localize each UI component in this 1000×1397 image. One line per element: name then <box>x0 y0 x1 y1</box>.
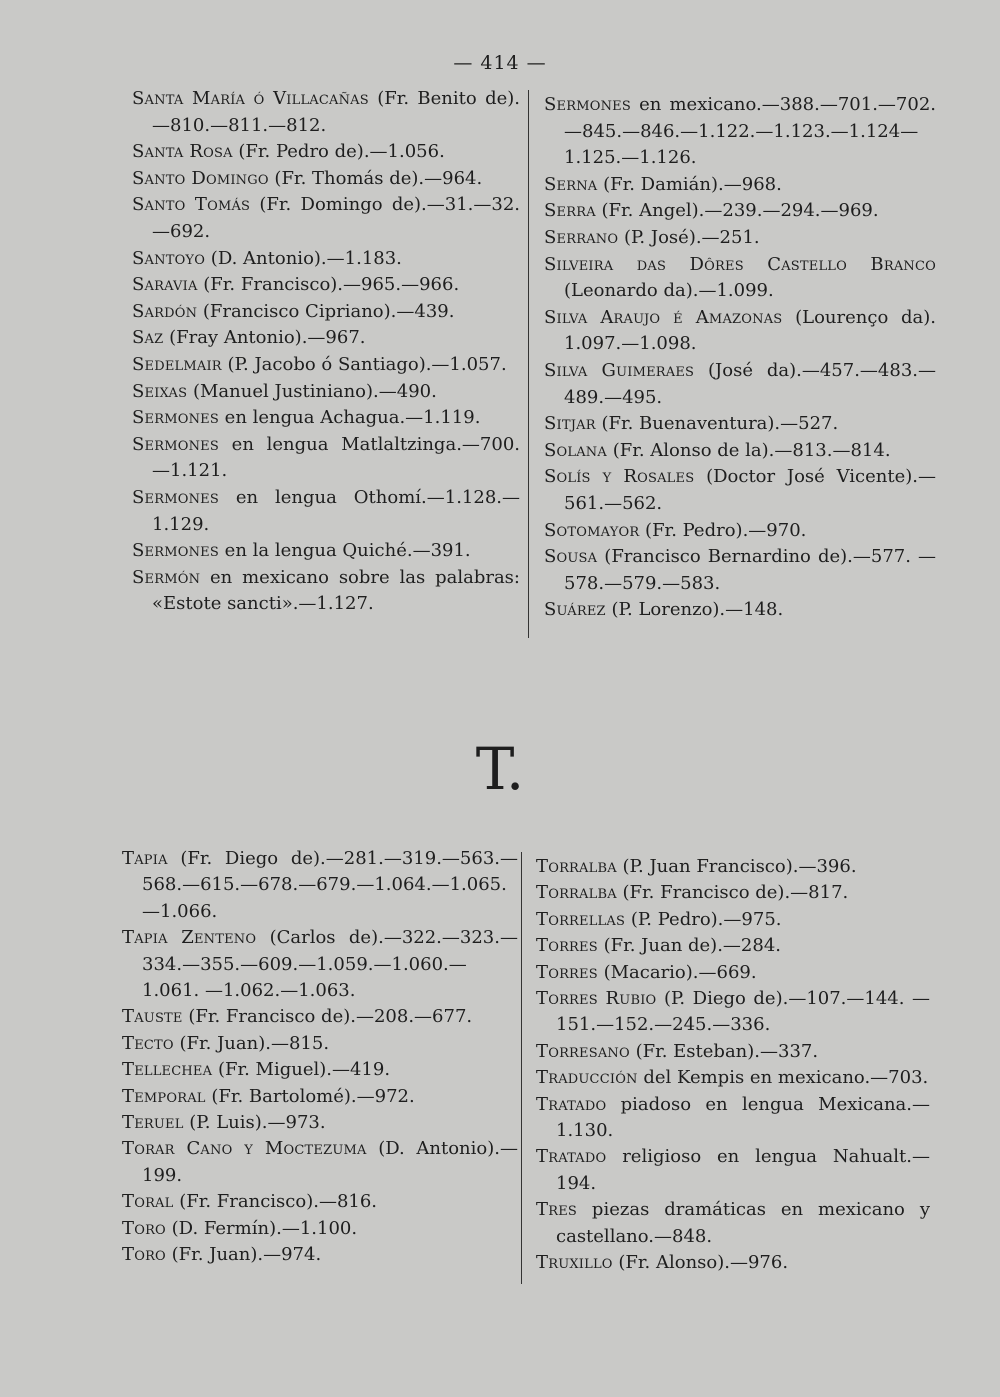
entry-heading: Solana <box>544 439 607 461</box>
index-entry <box>122 1110 518 1136</box>
entry-heading: Toro <box>122 1217 166 1239</box>
entry-references: (Francisco Cipriano).—439. <box>197 300 455 322</box>
entry-references: (Leonardo da).—1.099. <box>564 280 774 302</box>
index-entry <box>132 485 520 538</box>
index-entry <box>536 933 930 959</box>
index-entry <box>132 139 520 166</box>
entry-heading: Torresano <box>536 1040 630 1062</box>
index-entry <box>536 986 930 1039</box>
entry-heading: Santo Tomás <box>132 194 251 216</box>
entry-references: (Fr. Miguel).—419. <box>212 1059 391 1081</box>
entry-references: (Fr. Francisco).—965.—966. <box>197 274 460 296</box>
index-entry <box>122 1216 518 1242</box>
entry-heading: Tratado <box>536 1093 607 1115</box>
index-entry <box>544 518 936 545</box>
index-entry <box>122 1084 518 1110</box>
entry-references: en la lengua Quiché.—391. <box>218 540 471 562</box>
entry-heading: Tellechea <box>122 1059 213 1081</box>
entry-heading: Saravia <box>132 274 198 296</box>
entry-heading: Serna <box>544 173 598 195</box>
entry-references: (Fr. Diego de).—281.—319.—563.— 568.—615.—678.—679.—1.064.—1.065. —1.066. <box>142 848 518 922</box>
entry-heading: Santoyo <box>132 247 206 269</box>
index-entry <box>132 192 520 245</box>
entry-heading: Tauste <box>122 1006 183 1028</box>
entry-heading: Sermones <box>544 94 631 115</box>
entry-heading: Serrano <box>544 226 619 248</box>
index-entry <box>122 1136 518 1189</box>
index-column-bottom-left <box>122 846 518 1269</box>
entry-heading: Tratado <box>536 1146 607 1168</box>
entry-references: (Lourenço da). 1.097.—1.098. <box>564 306 936 355</box>
entry-references: (Fr. Juan).—974. <box>165 1244 322 1266</box>
entry-references: (Fray Antonio).—967. <box>163 327 366 349</box>
entry-heading: Torrellas <box>536 908 626 930</box>
index-entry <box>544 411 936 438</box>
index-entry <box>132 352 520 379</box>
index-column-bottom-right <box>536 854 930 1277</box>
entry-heading: Silva Guimeraes <box>544 359 695 381</box>
index-entry <box>132 246 520 273</box>
entry-heading: Sermones <box>132 540 219 562</box>
entry-references: (Fr. Francisco de).—817. <box>616 882 849 904</box>
index-entry <box>536 960 930 986</box>
entry-references: (D. Antonio).— 199. <box>142 1138 518 1186</box>
entry-heading: Temporal <box>122 1085 206 1107</box>
entry-references: en mexicano sobre las palabras: «Estote sancti».—1.127. <box>152 566 520 615</box>
entry-heading: Silveira das Dôres Castello Branco <box>544 253 936 275</box>
entry-heading: Torralba <box>536 856 617 877</box>
index-entry <box>544 597 936 624</box>
entry-heading: Sermón <box>132 566 201 588</box>
entry-references: (P. Diego de).—107.—144. —151.—152.—245.—336. <box>556 988 930 1036</box>
entry-heading: Torres Rubio <box>536 988 657 1010</box>
index-entry <box>536 907 930 933</box>
section-letter: T. <box>475 735 525 803</box>
entry-heading: Tecto <box>122 1032 174 1054</box>
entry-references: (José da).—457.—483.— 489.—495. <box>564 359 936 408</box>
entry-references: (Fr. Thomás de).—964. <box>268 167 483 189</box>
entry-references: (Fr. Angel).—239.—294.—969. <box>595 200 879 222</box>
entry-heading: Seixas <box>132 380 188 402</box>
entry-heading: Torralba <box>536 882 617 904</box>
entry-heading: Sermones <box>132 407 219 429</box>
index-entry <box>122 1031 518 1057</box>
entry-heading: Torres <box>536 935 598 957</box>
entry-references: (Fr. Alonso de la).—813.—814. <box>606 439 891 461</box>
entry-heading: Silva Araujo é Amazonas <box>544 306 783 328</box>
entry-heading: Truxillo <box>536 1252 613 1274</box>
index-entry <box>132 299 520 326</box>
entry-heading: Suárez <box>544 599 606 621</box>
index-entry <box>536 1250 930 1276</box>
index-entry <box>132 538 520 565</box>
index-entry <box>544 225 936 252</box>
index-entry <box>536 1144 930 1197</box>
entry-heading: Traducción <box>536 1067 638 1089</box>
index-entry <box>544 438 936 465</box>
entry-references: en lengua Matlaltzinga.—700. —1.121. <box>152 433 520 482</box>
index-entry <box>122 925 518 1004</box>
column-divider-top <box>528 90 529 638</box>
column-divider-bottom <box>521 852 522 1284</box>
entry-references: (Fr. Francisco de).—208.—677. <box>182 1006 473 1028</box>
entry-references: (P. Pedro).—975. <box>625 908 782 930</box>
entry-heading: Sousa <box>544 546 598 568</box>
entry-references: (Francisco Bernardino de).—577. —578.—579.—583. <box>564 546 936 594</box>
entry-references: (Fr. Alonso).—976. <box>612 1252 789 1274</box>
entry-references: (Carlos de).—322.—323.— 334.—355.—609.—1.059.—1.060.—1.061. —1.062.—1.063. <box>142 927 518 1002</box>
entry-heading: Tapia Zenteno <box>122 927 257 949</box>
index-entry <box>544 252 936 305</box>
entry-references: (D. Fermín).—1.100. <box>165 1217 358 1239</box>
entry-references: (Fr. Pedro de).—1.056. <box>232 141 445 163</box>
entry-heading: Santo Domingo <box>132 167 269 189</box>
entry-references: (Fr. Francisco).—816. <box>173 1191 378 1213</box>
entry-references: en mexicano.—388.—701.—702. —845.—846.—1.122.—1.123.—1.124— 1.125.—1.126. <box>564 94 936 169</box>
index-entry <box>132 272 520 299</box>
index-entry <box>544 358 936 411</box>
page-number: — 414 — <box>453 52 547 74</box>
entry-references: (Manuel Justiniano).—490. <box>187 380 437 402</box>
index-entry <box>536 1197 930 1250</box>
index-entry <box>132 86 520 139</box>
entry-references: (P. Juan Francisco).—396. <box>616 856 857 877</box>
entry-references: (P. José).—251. <box>618 226 760 248</box>
entry-references: (P. Jacobo ó Santiago).—1.057. <box>221 353 507 375</box>
entry-references: (Fr. Juan de).—284. <box>597 935 781 957</box>
entry-references: en lengua Achagua.—1.119. <box>218 407 481 429</box>
index-entry <box>132 379 520 406</box>
entry-heading: Toro <box>122 1244 166 1266</box>
entry-references: (Doctor José Vicente).— 561.—562. <box>564 466 936 514</box>
index-entry <box>132 325 520 352</box>
entry-references: (Fr. Pedro).—970. <box>639 519 807 541</box>
index-entry <box>122 1004 518 1030</box>
index-entry <box>122 1242 518 1268</box>
index-entry <box>544 544 936 597</box>
entry-references: religioso en lengua Nahualt.— 194. <box>556 1146 930 1194</box>
entry-references: (P. Lorenzo).—148. <box>605 599 784 621</box>
entry-references: en lengua Othomí.—1.128.— 1.129. <box>152 486 520 535</box>
index-entry <box>132 405 520 432</box>
entry-references: del Kempis en mexicano.—703. <box>637 1067 929 1089</box>
index-entry <box>544 305 936 358</box>
entry-references: (Fr. Juan).—815. <box>173 1032 330 1054</box>
entry-references: (Fr. Benito de).—810.—811.—812. <box>152 88 520 136</box>
index-entry <box>536 854 930 880</box>
index-column-top-left <box>132 86 520 618</box>
entry-heading: Torres <box>536 961 598 983</box>
index-entry <box>122 1057 518 1083</box>
entry-references: (Macario).—669. <box>597 961 757 983</box>
entry-heading: Santa María ó Villacañas <box>132 88 369 109</box>
entry-references: piezas dramáticas en mexicano y castellano.—848. <box>556 1199 930 1247</box>
entry-references: (Fr. Domingo de).—31.—32. —692. <box>152 194 520 242</box>
entry-heading: Torar Cano y Moctezuma <box>122 1138 367 1160</box>
index-entry <box>132 432 520 485</box>
entry-references: (Fr. Damián).—968. <box>597 173 782 195</box>
index-entry <box>122 846 518 925</box>
index-entry <box>536 1092 930 1145</box>
index-entry <box>544 464 936 517</box>
entry-heading: Sitjar <box>544 413 596 435</box>
index-entry <box>132 565 520 618</box>
index-entry <box>536 1065 930 1091</box>
entry-heading: Sardón <box>132 300 198 322</box>
entry-references: piadoso en lengua Mexicana.— 1.130. <box>556 1093 930 1142</box>
entry-heading: Tapia <box>122 848 168 869</box>
index-entry <box>132 166 520 193</box>
entry-heading: Toral <box>122 1191 174 1213</box>
entry-heading: Teruel <box>122 1112 184 1134</box>
index-entry <box>122 1189 518 1215</box>
entry-heading: Sedelmair <box>132 353 222 375</box>
entry-heading: Saz <box>132 327 164 349</box>
entry-references: (D. Antonio).—1.183. <box>205 247 402 269</box>
entry-heading: Sermones <box>132 486 219 508</box>
entry-heading: Tres <box>536 1199 577 1221</box>
entry-heading: Sotomayor <box>544 519 640 541</box>
entry-references: (Fr. Bartolomé).—972. <box>205 1085 415 1107</box>
index-entry <box>544 172 936 199</box>
index-entry <box>544 92 936 172</box>
index-entry <box>544 198 936 225</box>
entry-references: (Fr. Esteban).—337. <box>629 1040 819 1062</box>
entry-references: (P. Luis).—973. <box>183 1112 326 1134</box>
index-column-top-right <box>544 92 936 624</box>
entry-references: (Fr. Buenaventura).—527. <box>595 413 839 435</box>
index-entry <box>536 880 930 906</box>
entry-heading: Sermones <box>132 433 219 455</box>
index-entry <box>536 1039 930 1065</box>
entry-heading: Serra <box>544 200 596 222</box>
entry-heading: Santa Rosa <box>132 141 233 163</box>
entry-heading: Solís y Rosales <box>544 466 695 488</box>
